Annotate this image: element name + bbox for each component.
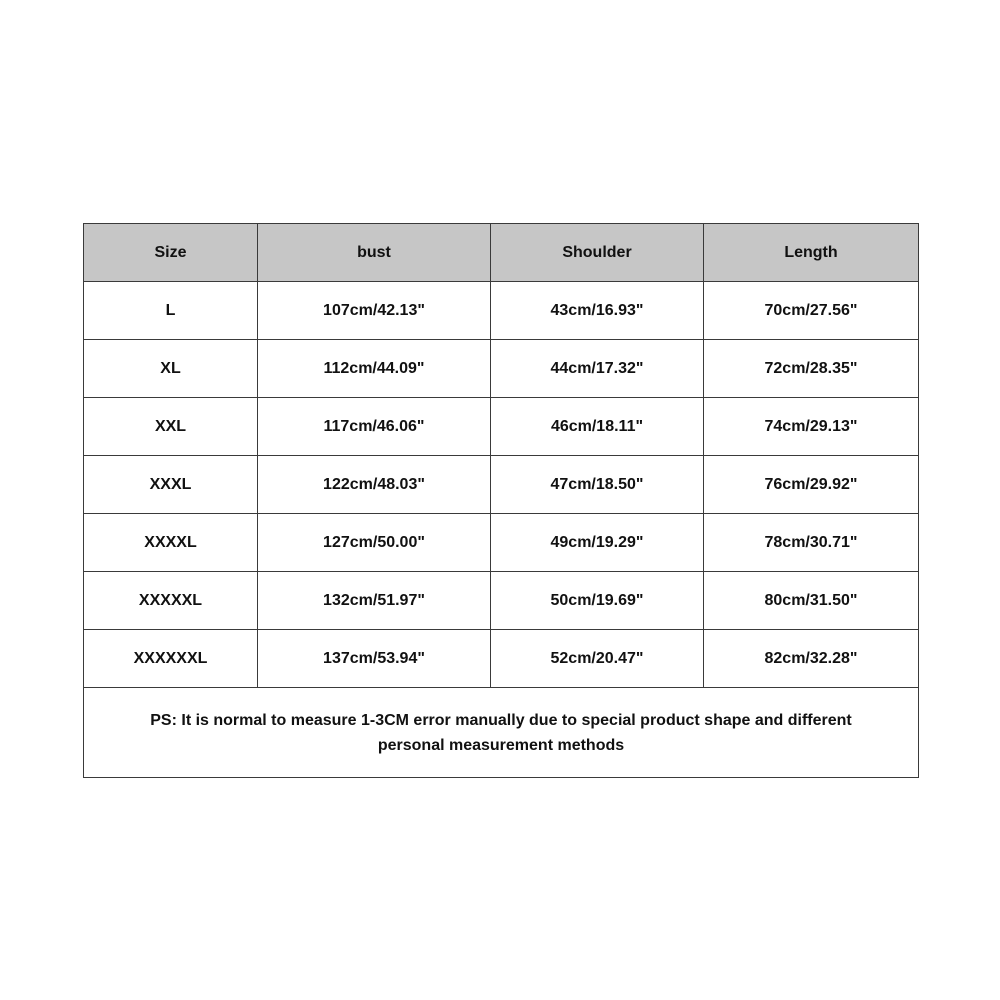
note-line-2: personal measurement methods — [377, 736, 625, 754]
bust-cell: 117cm/46.06" — [258, 398, 491, 456]
bust-cell: 132cm/51.97" — [258, 572, 491, 630]
table-row — [84, 572, 919, 630]
size-cell: XXXXXL — [84, 572, 258, 630]
length-cell: 76cm/29.92" — [704, 456, 919, 514]
length-cell: 78cm/30.71" — [704, 514, 919, 572]
size-cell: XXXXXXL — [84, 630, 258, 688]
shoulder-cell: 49cm/19.29" — [491, 514, 704, 572]
length-cell: 74cm/29.13" — [704, 398, 919, 456]
shoulder-cell: 44cm/17.32" — [491, 340, 704, 398]
header-shoulder: Shoulder — [491, 224, 704, 282]
table-row — [84, 630, 919, 688]
size-cell: XXXXL — [84, 514, 258, 572]
shoulder-cell: 46cm/18.11" — [491, 398, 704, 456]
length-cell: 82cm/32.28" — [704, 630, 919, 688]
size-chart-table — [83, 223, 919, 778]
length-cell: 70cm/27.56" — [704, 282, 919, 340]
bust-cell: 107cm/42.13" — [258, 282, 491, 340]
length-cell: 72cm/28.35" — [704, 340, 919, 398]
table-header-row — [84, 224, 919, 282]
header-bust: bust — [258, 224, 491, 282]
header-length: Length — [704, 224, 919, 282]
shoulder-cell: 50cm/19.69" — [491, 572, 704, 630]
shoulder-cell: 43cm/16.93" — [491, 282, 704, 340]
note-row — [84, 688, 919, 778]
shoulder-cell: 52cm/20.47" — [491, 630, 704, 688]
bust-cell: 122cm/48.03" — [258, 456, 491, 514]
table-row — [84, 340, 919, 398]
table-row — [84, 282, 919, 340]
table-row — [84, 398, 919, 456]
size-cell: XL — [84, 340, 258, 398]
measurement-note — [84, 688, 919, 778]
bust-cell: 112cm/44.09" — [258, 340, 491, 398]
table-row — [84, 456, 919, 514]
size-cell: L — [84, 282, 258, 340]
table-row — [84, 514, 919, 572]
note-line-1: PS: It is normal to measure 1-3CM error manually due to special product shape and different — [150, 711, 852, 729]
header-size: Size — [84, 224, 258, 282]
size-cell: XXL — [84, 398, 258, 456]
bust-cell: 137cm/53.94" — [258, 630, 491, 688]
shoulder-cell: 47cm/18.50" — [491, 456, 704, 514]
size-cell: XXXL — [84, 456, 258, 514]
bust-cell: 127cm/50.00" — [258, 514, 491, 572]
length-cell: 80cm/31.50" — [704, 572, 919, 630]
